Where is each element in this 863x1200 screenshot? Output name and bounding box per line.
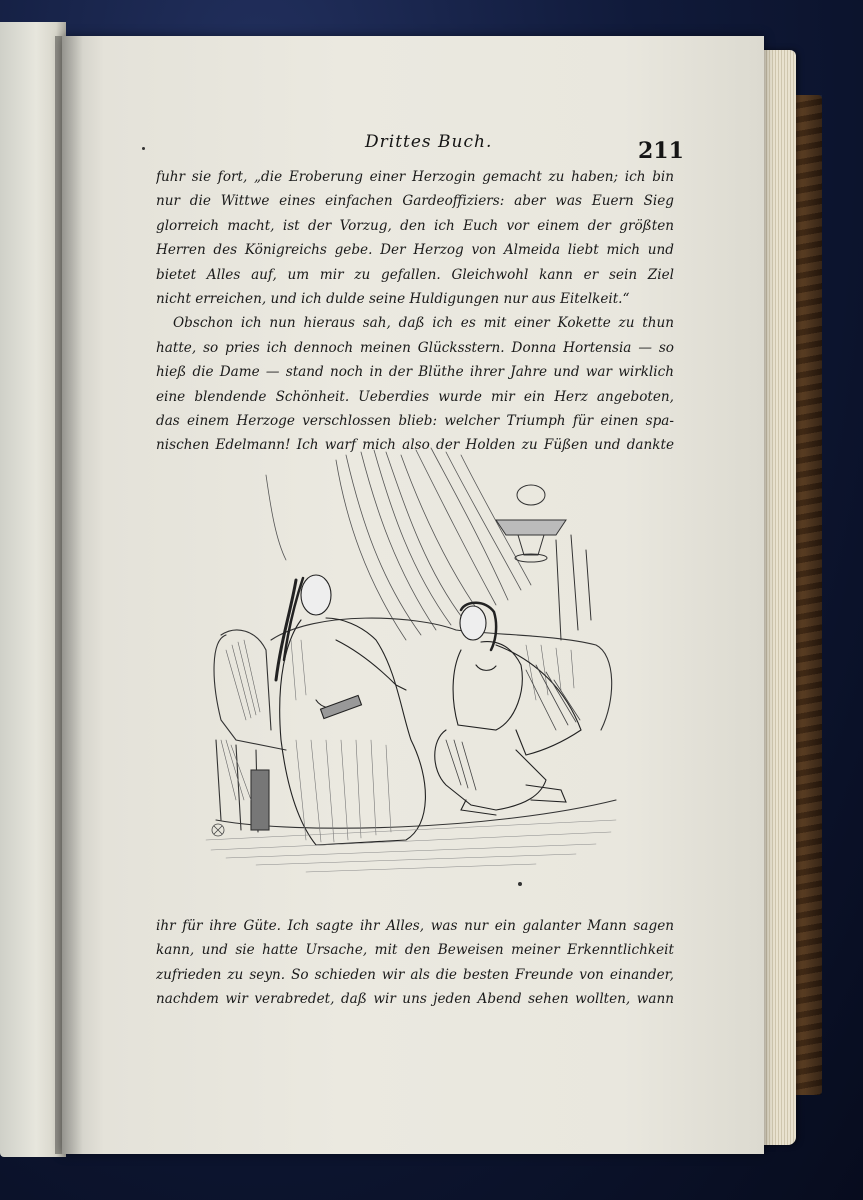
text-block-bottom xyxy=(156,914,674,1012)
text-line: nischen Edelmann! Ich warf mich also der Holden zu Füßen und dankte xyxy=(156,437,674,454)
text-block-top xyxy=(156,165,674,458)
running-head: Drittes Buch. xyxy=(365,132,493,152)
text-line: nicht erreichen, und ich dulde seine Huldigungen nur aus Eitelkeit.“ xyxy=(156,290,630,307)
text-line: kann, und sie hatte Ursache, mit den Beweisen meiner Erkenntlichkeit xyxy=(156,942,674,959)
engraving-illustration xyxy=(196,440,626,890)
text-line: glorreich macht, ist der Vorzug, den ich Euch vor einem der größten xyxy=(156,217,674,234)
text-line: fuhr sie fort, „die Eroberung einer Herzogin gemacht zu haben; ich bin xyxy=(156,169,674,185)
text-line: hatte, so pries ich dennoch meinen Glücksstern. Donna Hortensia — so xyxy=(156,339,674,356)
print-dot-illustration xyxy=(518,882,522,886)
text-line: bietet Alles auf, um mir zu gefallen. Gleichwohl kann er sein Ziel xyxy=(156,266,674,283)
page-number: 211 xyxy=(638,138,684,164)
text-line: eine blendende Schönheit. Ueberdies wurde mir ein Herz angeboten, xyxy=(156,388,674,405)
text-line: Obschon ich nun hieraus sah, daß ich es mit einer Kokette zu thun xyxy=(173,315,674,332)
text-line: nachdem wir verabredet, daß wir uns jeden Abend sehen wollten, wann xyxy=(156,991,674,1008)
text-line: Herren des Königreichs gebe. Der Herzog von Almeida liebt mich und xyxy=(156,242,674,259)
text-line: zufrieden zu seyn. So schieden wir als die besten Freunde von einander, xyxy=(156,966,674,983)
print-dot xyxy=(142,147,145,150)
text-line: nur die Wittwe eines einfachen Gardeoffiziers: aber was Euern Sieg xyxy=(156,193,674,210)
text-line: hieß die Dame — stand noch in der Blüthe ihrer Jahre und war wirklich xyxy=(156,364,674,381)
gutter-shadow xyxy=(55,36,83,1154)
text-line: das einem Herzoge verschlossen blieb: welcher Triumph für einen spa- xyxy=(156,412,674,429)
text-line: ihr für ihre Güte. Ich sagte ihr Alles, was nur ein galanter Mann sagen xyxy=(156,918,674,934)
